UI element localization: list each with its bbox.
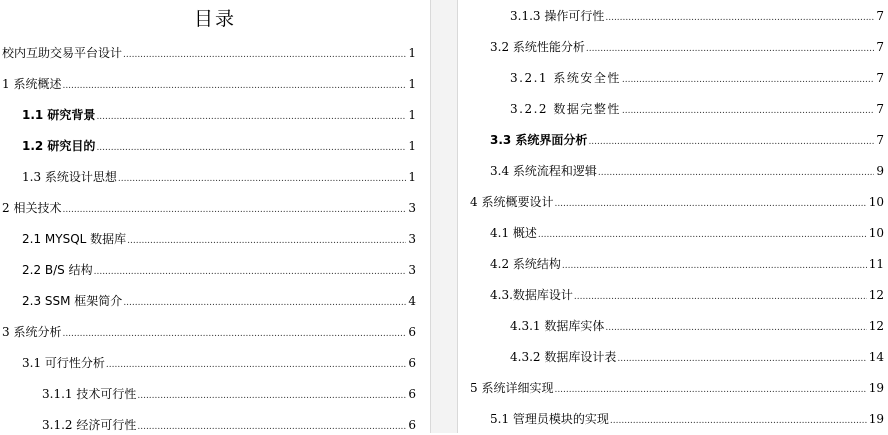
toc-entry-text: 4 系统概要设计 [470, 195, 554, 209]
toc-entry-page: 1 [408, 108, 416, 122]
toc-entry[interactable] [510, 101, 884, 119]
toc-entry[interactable] [22, 107, 416, 125]
toc-entry-text: 4.2 系统结构 [490, 257, 561, 271]
toc-title: 目录 [193, 8, 236, 30]
toc-leader [137, 388, 406, 404]
toc-entry[interactable] [490, 163, 884, 181]
toc-leader [62, 202, 406, 218]
toc-leader [554, 382, 866, 398]
toc-entry-text: 1.3 系统设计思想 [22, 170, 117, 184]
toc-entry-text: 1 系统概述 [2, 77, 62, 91]
toc-leader [622, 103, 875, 119]
toc-entry-page: 6 [408, 325, 416, 339]
toc-entry-page: 7 [876, 71, 884, 85]
toc-page-left [0, 0, 430, 433]
toc-entry-text: 4.3.1 数据库实体 [510, 319, 605, 333]
toc-entry-text: 1.2 研究目的 [22, 139, 96, 153]
toc-entry-text: 3.1.1 技术可行性 [42, 387, 137, 401]
toc-entry-page: 6 [408, 356, 416, 370]
toc-leader [123, 47, 406, 63]
toc-entry[interactable] [2, 45, 416, 63]
toc-entry[interactable] [470, 194, 884, 212]
toc-entry-page: 3 [408, 201, 416, 215]
toc-entry-page: 1 [408, 170, 416, 184]
toc-entry-text: 3.2.1 系统安全性 [510, 71, 621, 85]
toc-entry-text: 3.1 可行性分析 [22, 356, 105, 370]
toc-entry[interactable] [510, 70, 884, 88]
toc-entry-text: 4.3.2 数据库设计表 [510, 350, 617, 364]
toc-leader [96, 109, 406, 125]
toc-leader [562, 258, 867, 274]
toc-entry-page: 14 [868, 350, 884, 364]
toc-entry[interactable] [490, 132, 884, 150]
page-gutter [430, 0, 458, 433]
toc-entry-page: 7 [876, 40, 884, 54]
toc-entry-text: 3.2.2 数据完整性 [510, 102, 621, 116]
toc-entry[interactable] [490, 39, 884, 57]
toc-leader [554, 196, 866, 212]
toc-entry[interactable] [470, 380, 884, 398]
toc-leader [588, 134, 874, 150]
toc-leader [605, 320, 866, 336]
toc-entry[interactable] [2, 76, 416, 94]
toc-entry-page: 6 [408, 418, 416, 432]
toc-entry[interactable] [22, 262, 416, 280]
toc-leader [586, 41, 874, 57]
toc-leader [62, 78, 406, 94]
toc-entry-text: 4.3.数据库设计 [490, 288, 573, 302]
toc-entry-text: 2 相关技术 [2, 201, 62, 215]
toc-entry-text: 3.1.3 操作可行性 [510, 9, 605, 23]
toc-entry[interactable] [22, 355, 416, 373]
toc-leader [96, 140, 406, 156]
toc-entry[interactable] [22, 138, 416, 156]
toc-page-right [458, 0, 888, 433]
toc-leader [538, 227, 867, 243]
toc-entry-page: 7 [876, 133, 884, 147]
toc-entry[interactable] [490, 256, 884, 274]
toc-leader [598, 165, 874, 181]
toc-entry-page: 12 [868, 319, 884, 333]
toc-entry[interactable] [22, 231, 416, 249]
toc-entry-page: 12 [868, 288, 884, 302]
toc-entry-page: 4 [408, 294, 416, 308]
toc-entry-page: 7 [876, 102, 884, 116]
toc-entry-page: 3 [408, 263, 416, 277]
toc-entry-page: 10 [868, 226, 884, 240]
toc-entry-text: 校内互助交易平台设计 [2, 46, 123, 60]
toc-leader [106, 357, 406, 373]
toc-leader [610, 413, 867, 429]
toc-leader [127, 233, 406, 249]
toc-leader [617, 351, 866, 367]
toc-entry-page: 1 [408, 77, 416, 91]
toc-entry-text: 5.1 管理员模块的实现 [490, 412, 609, 426]
toc-entry[interactable] [22, 293, 416, 311]
toc-entry-text: 5 系统详细实现 [470, 381, 554, 395]
toc-entry-page: 11 [868, 257, 884, 271]
toc-entry-text: 2.3 SSM 框架简介 [22, 294, 123, 308]
toc-entry-text: 4.1 概述 [490, 226, 537, 240]
toc-entry[interactable] [510, 349, 884, 367]
toc-leader [574, 289, 867, 305]
toc-entry-page: 1 [408, 46, 416, 60]
toc-entry[interactable] [42, 417, 416, 435]
toc-entry-text: 3.1.2 经济可行性 [42, 418, 137, 432]
toc-entry-page: 7 [876, 9, 884, 23]
toc-entry-text: 1.1 研究背景 [22, 108, 96, 122]
toc-entry[interactable] [2, 200, 416, 218]
toc-leader [123, 295, 406, 311]
toc-entry-page: 19 [868, 381, 884, 395]
toc-leader [94, 264, 407, 280]
toc-entry-text: 3.3 系统界面分析 [490, 133, 588, 147]
toc-leader [118, 171, 406, 187]
toc-entry-text: 3.4 系统流程和逻辑 [490, 164, 597, 178]
toc-entry-page: 1 [408, 139, 416, 153]
toc-leader [62, 326, 406, 342]
toc-entry[interactable] [510, 8, 884, 26]
toc-entry-text: 2.1 MYSQL 数据库 [22, 232, 127, 246]
toc-entry[interactable] [490, 225, 884, 243]
toc-entry[interactable] [490, 411, 884, 429]
toc-leader [622, 72, 875, 88]
toc-entry-page: 6 [408, 387, 416, 401]
toc-entry-text: 3 系统分析 [2, 325, 62, 339]
toc-entry-text: 2.2 B/S 结构 [22, 263, 93, 277]
toc-entry-page: 19 [868, 412, 884, 426]
toc-entry-page: 3 [408, 232, 416, 246]
toc-leader [605, 10, 874, 26]
toc-entry-page: 9 [876, 164, 884, 178]
toc-entry[interactable] [490, 287, 884, 305]
toc-entry[interactable] [2, 324, 416, 342]
toc-entry-page: 10 [868, 195, 884, 209]
toc-entry[interactable] [510, 318, 884, 336]
toc-entry[interactable] [42, 386, 416, 404]
toc-entry[interactable] [22, 169, 416, 187]
toc-entry-text: 3.2 系统性能分析 [490, 40, 585, 54]
